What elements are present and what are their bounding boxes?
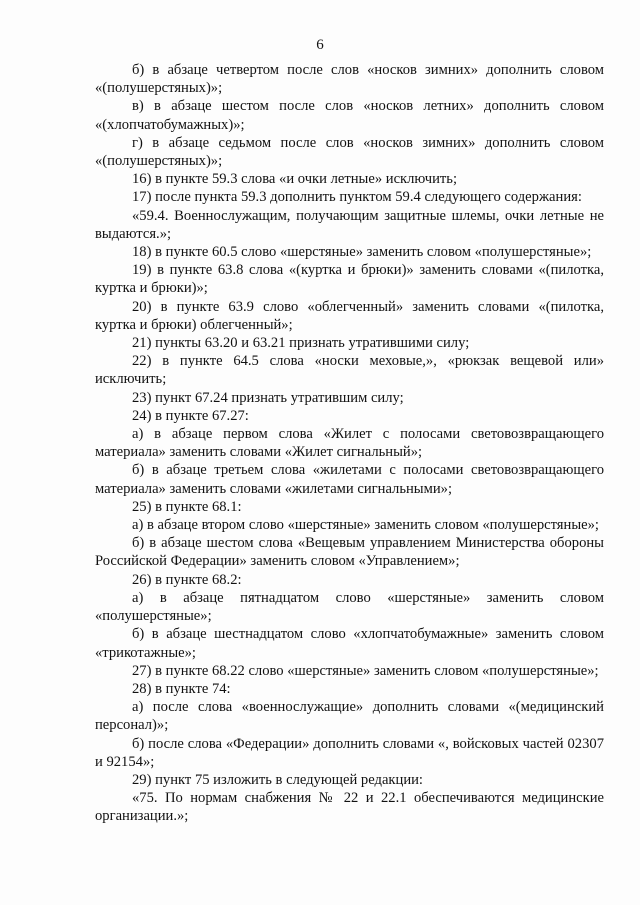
item-28-a: а) после слова «военнослужащие» дополнить словами «(медицинский персонал)»; [95, 699, 604, 734]
paragraph-g-paragraph7: г) в абзаце седьмом после слов «носков зимних» дополнить словом «(полушерстяных)»; [95, 134, 604, 170]
item-17: 17) после пункта 59.3 дополнить пунктом 59.4 следующего содержания: [132, 189, 582, 206]
item-24-b: б) в абзаце третьем слова «жилетами с полосами световозвращающего материала» заменить словами «жилетами сигнальными»; [95, 462, 604, 497]
item-17-quote: «59.4. Военнослужащим, получающим защитные шлемы, очки летные не выдаются.»; [95, 207, 604, 242]
item-20: 20) в пункте 63.9 слово «облегченный» заменить словами «(пилотка, куртка и брюки) облегченный»; [95, 298, 604, 333]
item-29-quote: «75. По нормам снабжения № 22 и 22.1 обеспечиваются медицинские организации.»; [95, 790, 604, 825]
item-27: 27) в пункте 68.22 слово «шерстяные» заменить словом «полушерстяные»; [132, 662, 599, 679]
item-25: 25) в пункте 68.1: [132, 498, 242, 515]
item-25-a: а) в абзаце втором слово «шерстяные» заменить словом «полушерстяные»; [132, 517, 599, 534]
item-23: 23) пункт 67.24 признать утратившим силу; [132, 389, 404, 406]
item-28-b: б) после слова «Федерации» дополнить словами «, войсковых частей 02307 и 92154»; [95, 735, 604, 770]
item-29: 29) пункт 75 изложить в следующей редакции: [132, 771, 423, 788]
page-number: 6 [316, 37, 324, 53]
item-28: 28) в пункте 74: [132, 680, 231, 697]
document-body [95, 61, 604, 826]
item-21: 21) пункты 63.20 и 63.21 признать утратившими силу; [132, 335, 470, 352]
item-26: 26) в пункте 68.2: [132, 571, 242, 588]
item-24: 24) в пункте 67.27: [132, 407, 249, 424]
item-19: 19) в пункте 63.8 слова «(куртка и брюки)» заменить словами «(пилотка, куртка и брюки)»; [95, 262, 604, 297]
item-24-a: а) в абзаце первом слова «Жилет с полосами световозвращающего материала» заменить словами «Жилет сигнальный»; [95, 426, 604, 461]
item-26-b: б) в абзаце шестнадцатом слово «хлопчатобумажные» заменить словом «трикотажные»; [95, 626, 604, 661]
item-26-a: а) в абзаце пятнадцатом слово «шерстяные» заменить словом «полушерстяные»; [95, 589, 604, 625]
item-16: 16) в пункте 59.3 слова «и очки летные» исключить; [132, 171, 458, 188]
item-25-b: б) в абзаце шестом слова «Вещевым управлением Министерства обороны Российской Федерации» заменить словом «Управлением»; [95, 535, 604, 570]
item-18: 18) в пункте 60.5 слово «шерстяные» заменить словом «полушерстяные»; [132, 244, 592, 261]
item-22: 22) в пункте 64.5 слова «носки меховые,», «рюкзак вещевой или» исключить; [95, 353, 604, 388]
paragraph-b-paragraph4: б) в абзаце четвертом после слов «носков зимних» дополнить словом «(полушерстяных)»; [95, 62, 604, 97]
paragraph-v-paragraph6: в) в абзаце шестом после слов «носков летних» дополнить словом «(хлопчатобумажных)»; [95, 98, 604, 133]
